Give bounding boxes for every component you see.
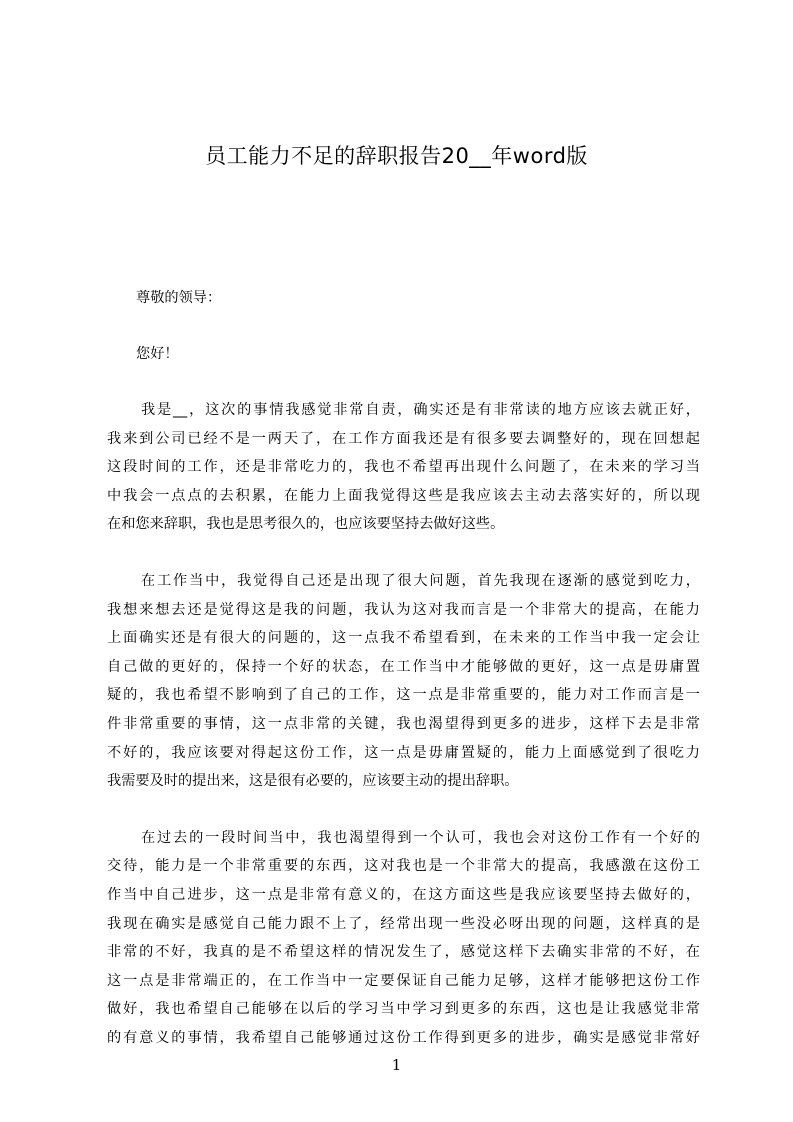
document-body <box>107 284 700 1080</box>
page-number: 1 <box>391 1056 402 1074</box>
paragraph-line: 在和您来辞职，我也是思考很久的，也应该要坚持去做好这些。 <box>107 516 505 533</box>
paragraph-line: 疑的，我也希望不影响到了自己的工作，这一点是非常重要的，能力对工作而言是一 <box>107 687 700 704</box>
paragraph-2 <box>107 567 700 796</box>
paragraph-line: 交待，能力是一个非常重要的东西，这对我也是一个非常大的提高，我感激在这份工 <box>107 858 700 875</box>
paragraph-line: 中我会一点点的去积累，在能力上面我觉得这些是我应该去主动去落实好的，所以现 <box>107 487 700 504</box>
paragraph-line: 这一点是非常端正的，在工作当中一定要保证自己能力足够，这样才能够把这份工作 <box>107 972 700 989</box>
paragraph-line: 自己做的更好的，保持一个好的状态，在工作当中才能够做的更好，这一点是毋庸置 <box>107 658 700 675</box>
hello-line: 您好！ <box>136 346 179 362</box>
paragraph-line: 不好的，我应该要对得起这份工作，这一点是毋庸置疑的，能力上面感觉到了很吃力 <box>107 744 700 761</box>
paragraph-line: 的有意义的事情，我希望自己能够通过这份工作得到更多的进步，确实是感觉非常好 <box>107 1029 700 1046</box>
paragraph-line: 在工作当中，我觉得自己还是出现了很大问题，首先我现在逐渐的感觉到吃力， <box>141 572 700 589</box>
paragraph-line: 这段时间的工作，还是非常吃力的，我也不希望再出现什么问题了，在未来的学习当 <box>107 459 700 476</box>
paragraph-line: 件非常重要的事情，这一点非常的关键，我也渴望得到更多的进步，这样下去是非常 <box>107 715 700 732</box>
paragraph-3 <box>107 824 700 1053</box>
paragraph-line: 非常的不好，我真的是不希望这样的情况发生了，感觉这样下去确实非常的不好，在 <box>107 944 700 961</box>
paragraph-line: 我来到公司已经不是一两天了，在工作方面我还是有很多要去调整好的，现在回想起 <box>107 430 700 447</box>
paragraph-1 <box>107 396 700 539</box>
paragraph-line: 我想来想去还是觉得这是我的问题，我认为这对我而言是一个非常大的提高，在能力 <box>107 601 700 618</box>
greeting-line: 尊敬的领导： <box>136 290 222 306</box>
paragraph-line: 做好，我也希望自己能够在以后的学习当中学习到更多的东西，这也是让我感觉非常 <box>107 1001 700 1018</box>
paragraph-line: 我是__，这次的事情我感觉非常自责，确实还是有非常读的地方应该去就正好， <box>141 402 700 418</box>
document-title: 员工能力不足的辞职报告20__年word版 <box>205 144 588 168</box>
paragraph-line: 作当中自己进步，这一点是非常有意义的，在这方面这些是我应该要坚持去做好的， <box>107 886 700 903</box>
paragraph-line: 我现在确实是感觉自己能力跟不上了，经常出现一些没必呀出现的问题，这样真的是 <box>107 915 700 932</box>
paragraph-line: 上面确实还是有很大的问题的，这一点我不希望看到，在未来的工作当中我一定会让 <box>107 630 700 647</box>
paragraph-line: 在过去的一段时间当中，我也渴望得到一个认可，我也会对这份工作有一个好的 <box>141 829 700 846</box>
paragraph-line: 我需要及时的提出来，这是很有必要的，应该要主动的提出辞职。 <box>107 773 519 790</box>
